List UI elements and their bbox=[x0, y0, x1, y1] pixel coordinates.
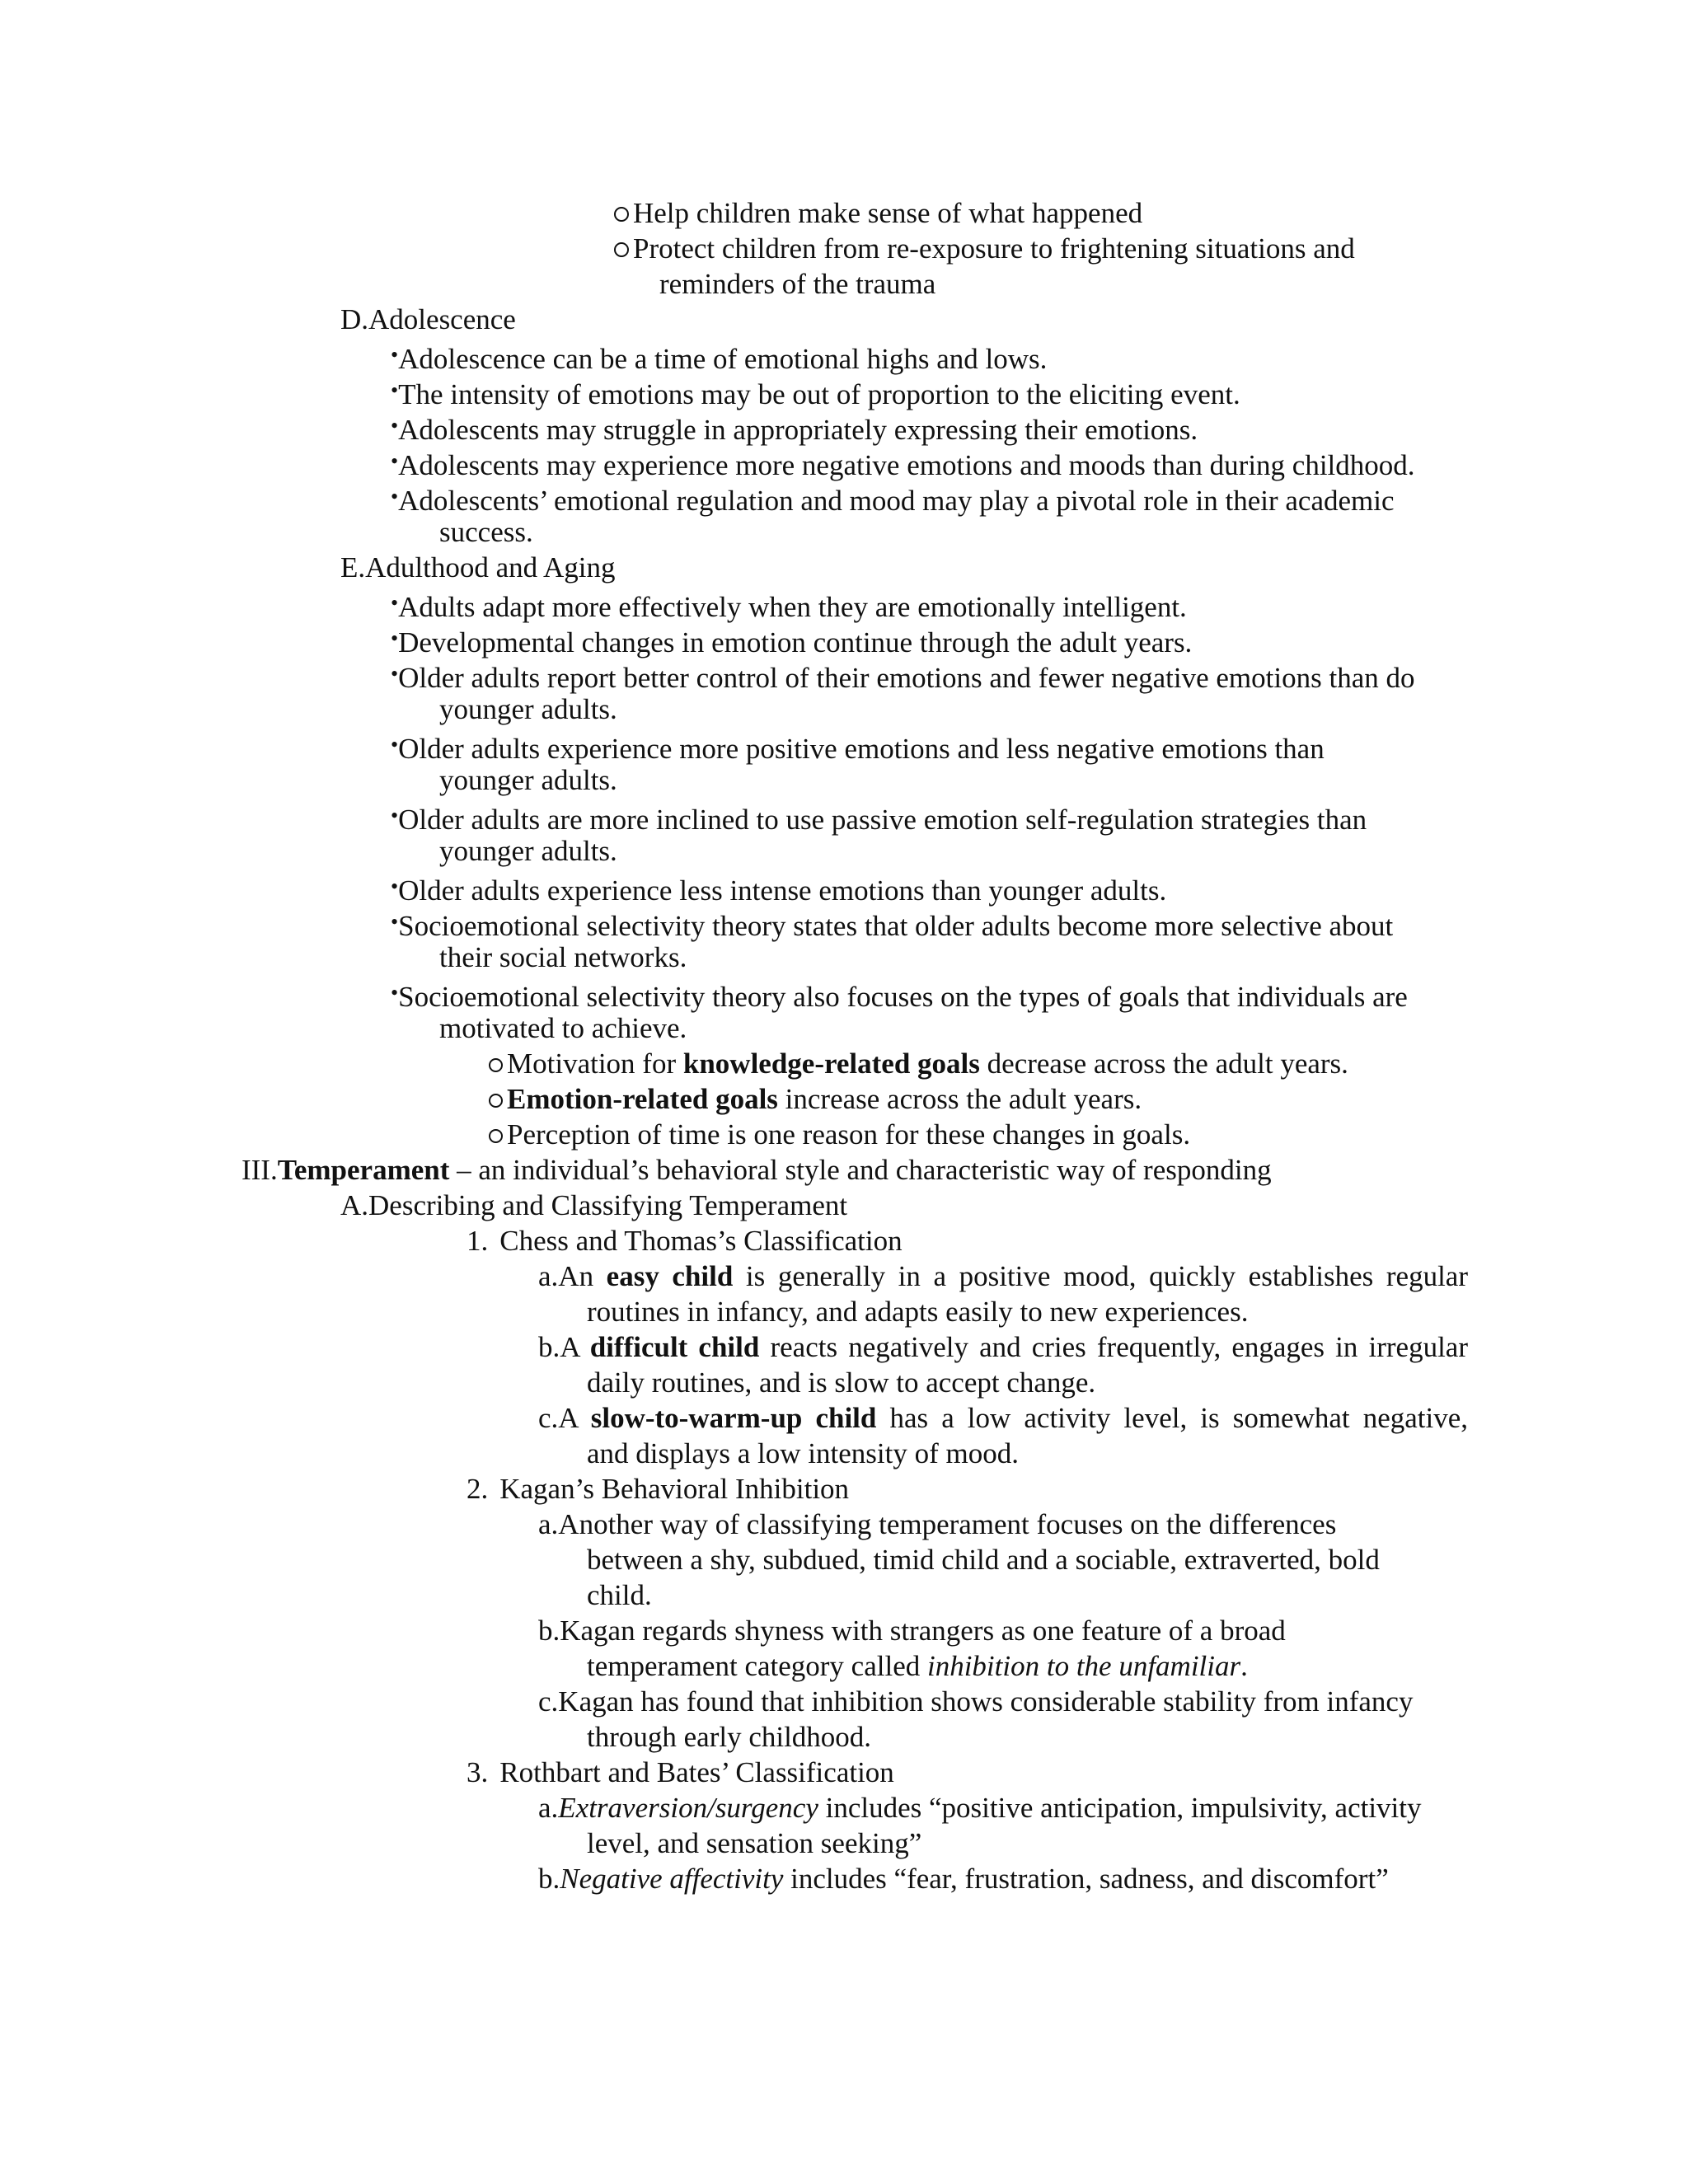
list-item-text: younger adults. bbox=[439, 764, 617, 796]
bullet-icon: • bbox=[391, 485, 399, 509]
list-item-continuation bbox=[587, 1294, 1248, 1330]
sub-list-item bbox=[489, 1081, 1142, 1118]
key-term: easy child bbox=[606, 1260, 734, 1292]
list-item bbox=[391, 621, 1192, 661]
sub-list-item bbox=[489, 1117, 1190, 1153]
section-title: Describing and Classifying Temperament bbox=[368, 1189, 848, 1221]
section-title: Adolescence bbox=[368, 303, 516, 335]
key-term: inhibition to the unfamiliar bbox=[926, 1650, 1241, 1682]
list-item-text: Another way of classifying temperament focuses on the differences bbox=[558, 1508, 1337, 1540]
list-item bbox=[391, 798, 1367, 838]
list-item-text: includes “fear, frustration, sadness, and discomfort” bbox=[783, 1863, 1389, 1895]
list-item-text: Socioemotional selectivity theory also focuses on the types of goals that individuals are bbox=[398, 981, 1408, 1013]
list-item bbox=[391, 727, 1325, 767]
list-item-text: their social networks. bbox=[439, 941, 687, 973]
list-item-text: decrease across the adult years. bbox=[979, 1047, 1348, 1080]
outline-marker: a. bbox=[538, 1792, 559, 1824]
bullet-icon: • bbox=[391, 804, 399, 827]
list-item-text: success. bbox=[439, 516, 533, 548]
outline-marker: c. bbox=[538, 1685, 559, 1718]
list-item-continuation bbox=[587, 1542, 1380, 1578]
list-item-text: . bbox=[1240, 1650, 1248, 1682]
outline-marker: a. bbox=[538, 1508, 559, 1540]
list-item-text: Protect children from re-exposure to frightening situations and bbox=[633, 232, 1355, 265]
list-item-continuation bbox=[439, 514, 533, 551]
list-item bbox=[391, 585, 1187, 626]
section-title: Kagan’s Behavioral Inhibition bbox=[499, 1473, 850, 1505]
list-item-continuation bbox=[587, 1648, 1248, 1685]
bullet-icon: • bbox=[391, 874, 399, 898]
outline-marker: a. bbox=[538, 1260, 559, 1292]
section-heading bbox=[340, 550, 615, 586]
list-item-text: has a low activity level, is somewhat negative, bbox=[876, 1402, 1468, 1434]
list-item bbox=[391, 904, 1393, 944]
list-item bbox=[391, 373, 1240, 413]
outline-marker: b. bbox=[538, 1331, 560, 1363]
list-item-text: level, and sensation seeking” bbox=[587, 1827, 922, 1859]
circle-bullet-icon bbox=[614, 207, 629, 222]
list-item-continuation bbox=[587, 1825, 921, 1862]
lettered-item bbox=[538, 1329, 1468, 1366]
list-item-continuation bbox=[439, 691, 617, 728]
outline-marker: D. bbox=[340, 303, 369, 335]
list-item bbox=[391, 408, 1198, 448]
outline-marker: 2. bbox=[467, 1473, 489, 1505]
list-item bbox=[391, 869, 1166, 909]
key-term: Negative affectivity bbox=[560, 1863, 784, 1895]
list-item-text: Older adults report better control of their emotions and fewer negative emotions than do bbox=[398, 662, 1415, 694]
bullet-icon: • bbox=[391, 662, 399, 686]
bullet-icon: • bbox=[391, 414, 399, 438]
list-item-continuation bbox=[439, 1010, 687, 1047]
list-item bbox=[391, 479, 1395, 519]
lettered-item bbox=[538, 1400, 1468, 1436]
list-item-text: Adolescents may experience more negative emotions and moods than during childhood. bbox=[398, 449, 1415, 481]
list-item-text: motivated to achieve. bbox=[439, 1012, 687, 1044]
outline-marker: 1. bbox=[467, 1225, 489, 1257]
lettered-item bbox=[538, 1790, 1422, 1826]
section-title: Rothbart and Bates’ Classification bbox=[499, 1756, 894, 1788]
list-item bbox=[391, 443, 1415, 484]
list-item bbox=[614, 231, 1355, 267]
outline-marker: III. bbox=[241, 1154, 278, 1186]
outline-marker: b. bbox=[538, 1863, 560, 1895]
list-item-text: is generally in a positive mood, quickly establishes regular bbox=[733, 1260, 1468, 1292]
list-item-continuation bbox=[439, 833, 617, 869]
list-item-text: Adolescents’ emotional regulation and mood may play a pivotal role in their academic bbox=[398, 485, 1395, 517]
list-item-text: younger adults. bbox=[439, 693, 617, 725]
list-item-text: Developmental changes in emotion continue through the adult years. bbox=[398, 626, 1193, 658]
list-item-text: reminders of the trauma bbox=[659, 268, 936, 300]
key-term: Temperament bbox=[277, 1154, 450, 1186]
list-item-text: Kagan regards shyness with strangers as one feature of a broad bbox=[560, 1615, 1286, 1647]
sub-list-item bbox=[489, 1046, 1348, 1082]
lettered-item bbox=[538, 1507, 1336, 1543]
lettered-item bbox=[538, 1258, 1468, 1295]
bullet-icon: • bbox=[391, 378, 399, 402]
circle-bullet-icon bbox=[489, 1094, 503, 1108]
circle-bullet-icon bbox=[489, 1058, 503, 1072]
list-item-text: Kagan has found that inhibition shows considerable stability from infancy bbox=[558, 1685, 1414, 1718]
numbered-heading bbox=[467, 1471, 849, 1507]
list-item-continuation bbox=[587, 1577, 652, 1614]
list-item bbox=[614, 195, 1142, 232]
list-item bbox=[391, 656, 1414, 696]
list-item-text: between a shy, subdued, timid child and a sociable, extraverted, bold bbox=[587, 1544, 1380, 1576]
list-item-text: Perception of time is one reason for these changes in goals. bbox=[507, 1118, 1191, 1151]
list-item-text: A bbox=[558, 1402, 591, 1434]
list-item-text: through early childhood. bbox=[587, 1721, 872, 1753]
bullet-icon: • bbox=[391, 449, 399, 473]
list-item-text: younger adults. bbox=[439, 835, 617, 867]
list-item-text: increase across the adult years. bbox=[777, 1083, 1142, 1115]
list-item-text: Motivation for bbox=[507, 1047, 683, 1080]
key-term: slow-to-warm-up child bbox=[590, 1402, 877, 1434]
numbered-heading bbox=[467, 1223, 903, 1259]
list-item-text: Older adults experience more positive emotions and less negative emotions than bbox=[398, 733, 1325, 765]
list-item-text: temperament category called bbox=[587, 1650, 927, 1682]
bullet-icon: • bbox=[391, 591, 399, 615]
numbered-heading bbox=[467, 1755, 894, 1791]
lettered-item bbox=[538, 1861, 1389, 1897]
list-item-text: An bbox=[558, 1260, 607, 1292]
list-item-text: Adolescents may struggle in appropriately expressing their emotions. bbox=[398, 414, 1198, 446]
section-title: Chess and Thomas’s Classification bbox=[499, 1225, 903, 1257]
section-heading bbox=[340, 1188, 847, 1224]
section-title: – an individual’s behavioral style and characteristic way of responding bbox=[449, 1154, 1272, 1186]
bullet-icon: • bbox=[391, 626, 399, 650]
outline-marker: A. bbox=[340, 1189, 369, 1221]
list-item-text: Adults adapt more effectively when they are emotionally intelligent. bbox=[398, 591, 1187, 623]
key-term: difficult child bbox=[589, 1331, 760, 1363]
list-item-continuation bbox=[587, 1365, 1095, 1401]
section-heading bbox=[340, 302, 516, 338]
list-item-continuation bbox=[587, 1719, 871, 1755]
list-item-text: daily routines, and is slow to accept change. bbox=[587, 1366, 1096, 1399]
list-item-continuation bbox=[439, 762, 617, 799]
circle-bullet-icon bbox=[614, 242, 629, 257]
list-item-text: Socioemotional selectivity theory states that older adults become more selective about bbox=[398, 910, 1394, 942]
list-item-text: The intensity of emotions may be out of proportion to the eliciting event. bbox=[398, 378, 1240, 410]
bullet-icon: • bbox=[391, 733, 399, 757]
list-item-text: child. bbox=[587, 1579, 652, 1611]
key-term: Emotion-related goals bbox=[507, 1083, 778, 1115]
list-item-continuation bbox=[439, 940, 687, 976]
list-item bbox=[391, 975, 1408, 1015]
list-item-text: routines in infancy, and adapts easily to new experiences. bbox=[587, 1296, 1249, 1328]
lettered-item bbox=[538, 1684, 1413, 1720]
circle-bullet-icon bbox=[489, 1129, 503, 1143]
outline-marker: E. bbox=[340, 551, 366, 583]
key-term: Extraversion/surgency bbox=[558, 1792, 818, 1824]
list-item-continuation bbox=[659, 266, 935, 302]
list-item-text: A bbox=[560, 1331, 590, 1363]
outline-marker: c. bbox=[538, 1402, 559, 1434]
key-term: knowledge-related goals bbox=[682, 1047, 980, 1080]
list-item-text: Older adults experience less intense emotions than younger adults. bbox=[398, 874, 1167, 907]
list-item-text: Help children make sense of what happened bbox=[633, 197, 1143, 229]
list-item-text: and displays a low intensity of mood. bbox=[587, 1437, 1019, 1469]
list-item-continuation bbox=[587, 1436, 1019, 1472]
list-item-text: reacts negatively and cries frequently, engages in irregular bbox=[759, 1331, 1468, 1363]
lettered-item bbox=[538, 1613, 1286, 1649]
list-item-text: includes “positive anticipation, impulsivity, activity bbox=[818, 1792, 1422, 1824]
outline-marker: 3. bbox=[467, 1756, 489, 1788]
list-item-text: Older adults are more inclined to use passive emotion self-regulation strategies than bbox=[398, 804, 1367, 836]
bullet-icon: • bbox=[391, 343, 399, 367]
list-item bbox=[391, 337, 1047, 377]
bullet-icon: • bbox=[391, 910, 399, 934]
section-heading bbox=[241, 1152, 1272, 1188]
outline-marker: b. bbox=[538, 1615, 560, 1647]
section-title: Adulthood and Aging bbox=[365, 551, 616, 583]
list-item-text: Adolescence can be a time of emotional highs and lows. bbox=[398, 343, 1048, 375]
bullet-icon: • bbox=[391, 981, 399, 1005]
